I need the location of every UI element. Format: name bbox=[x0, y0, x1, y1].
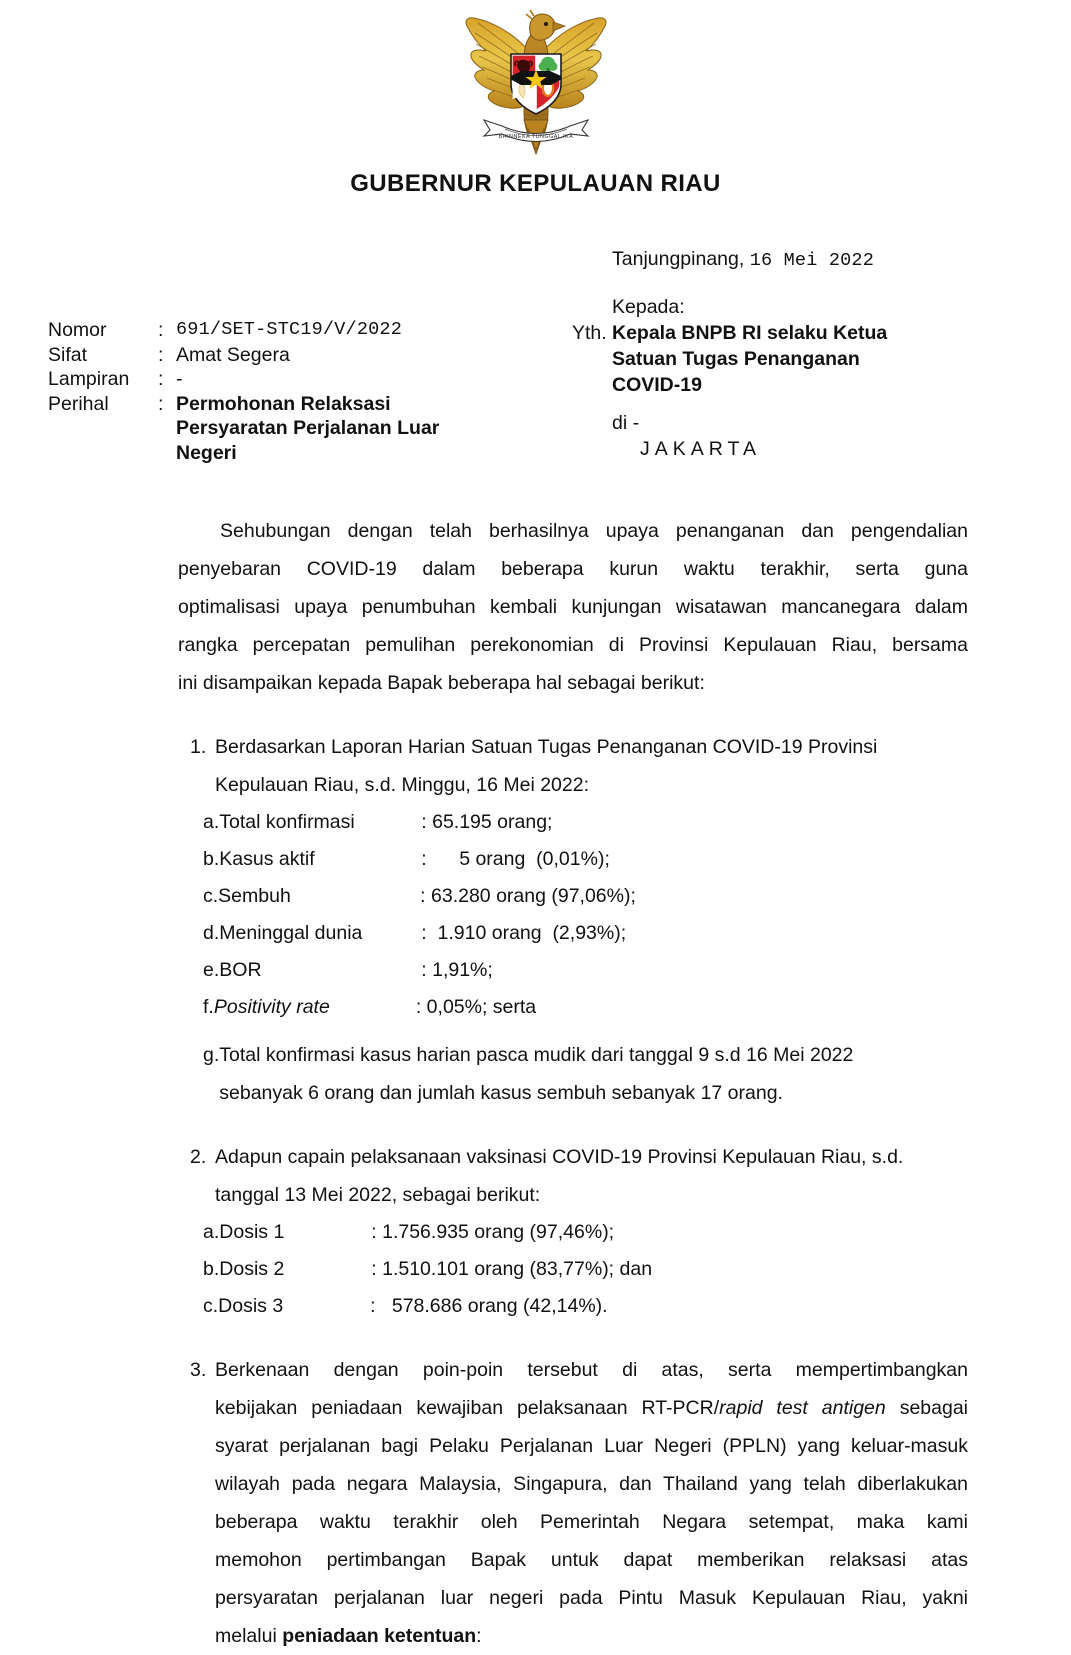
sub-value: : 578.686 orang (42,14%). bbox=[370, 1295, 608, 1317]
perihal-line: Negeri bbox=[176, 441, 237, 464]
item-line: tanggal 13 Mei 2022, sebagai berikut: bbox=[215, 1184, 541, 1206]
opening-line: rangka percepatan pemulihan perekonomian di Provinsi Kepulauan Riau, bersama bbox=[178, 634, 968, 656]
sub-marker: d. bbox=[203, 922, 220, 944]
sub-label: Kasus aktif bbox=[219, 848, 315, 870]
sub-item-meninggal-dunia bbox=[178, 915, 968, 952]
sub-item-sembuh bbox=[178, 878, 968, 915]
opening-line: optimalisasi upaya penumbuhan kembali kunjungan wisatawan mancanegara dalam bbox=[178, 596, 968, 618]
sub-text bbox=[219, 1036, 968, 1112]
sub-item-dosis-1 bbox=[178, 1214, 968, 1251]
sub-item-kasus-aktif bbox=[178, 841, 968, 878]
sub-item-pasca-mudik bbox=[178, 1036, 968, 1112]
sub-value: : 1.910 orang (2,93%); bbox=[421, 922, 627, 944]
reference-colon-lampiran: : bbox=[158, 368, 164, 390]
sub-value: : 0,05%; serta bbox=[415, 996, 537, 1018]
reference-row-sifat bbox=[48, 343, 518, 368]
recipient-line: Kepala BNPB RI selaku Ketua bbox=[612, 322, 888, 344]
reference-label-perihal: Perihal bbox=[48, 392, 109, 415]
sub-marker: a. bbox=[203, 811, 220, 833]
reference-colon-perihal: : bbox=[158, 392, 164, 415]
sub-label: Meninggal dunia bbox=[219, 922, 363, 944]
recipient-name bbox=[612, 320, 968, 398]
sub-value: : 1,91%; bbox=[421, 959, 493, 981]
item-text bbox=[215, 1138, 968, 1214]
item-line: melalui peniadaan ketentuan: bbox=[215, 1625, 482, 1647]
item-line: wilayah pada negara Malaysia, Singapura, dan Thailand yang telah diberlakukan bbox=[215, 1473, 968, 1495]
page-title: GUBERNUR KEPULAUAN RIAU bbox=[350, 170, 721, 197]
reference-label-nomor: Nomor bbox=[48, 319, 107, 341]
numbered-item-2 bbox=[178, 1138, 968, 1214]
reference-row-perihal bbox=[48, 392, 518, 466]
emphasis-italic: rapid test antigen bbox=[719, 1397, 886, 1419]
recipient-city: JAKARTA bbox=[640, 438, 761, 460]
reference-row-nomor bbox=[48, 318, 518, 343]
sub-item-positivity-rate bbox=[178, 989, 968, 1026]
sub-marker: g. bbox=[203, 1044, 220, 1066]
garuda-pancasila-emblem bbox=[458, 8, 614, 158]
reference-value-sifat: Amat Segera bbox=[176, 343, 290, 366]
sublist-vaccination bbox=[178, 1214, 968, 1325]
item-line: Berkenaan dengan poin-poin tersebut di atas, serta mempertimbangkan bbox=[215, 1359, 968, 1381]
reference-colon-sifat: : bbox=[158, 343, 164, 366]
item-line: memohon pertimbangan Bapak untuk dapat memberikan relaksasi atas bbox=[215, 1549, 968, 1571]
numbered-item-1 bbox=[178, 728, 968, 804]
opening-line: Sehubungan dengan telah berhasilnya upaya penanganan dan pengendalian bbox=[220, 520, 968, 542]
item-marker: 2. bbox=[190, 1146, 207, 1168]
reference-value-lampiran: - bbox=[176, 368, 183, 390]
reference-and-addressee-block bbox=[0, 246, 1071, 486]
sub-label: Sembuh bbox=[218, 885, 291, 907]
sub-label: Positivity rate bbox=[213, 996, 330, 1018]
reference-value-perihal bbox=[176, 392, 518, 466]
reference-label-lampiran: Lampiran bbox=[48, 368, 130, 390]
sub-marker: c. bbox=[203, 885, 219, 907]
sub-marker: e. bbox=[203, 959, 220, 981]
item-marker: 1. bbox=[190, 736, 207, 758]
sub-label: BOR bbox=[219, 959, 262, 981]
yth-label: Yth. bbox=[572, 322, 607, 344]
sub-value: : 1.756.935 orang (97,46%); bbox=[371, 1221, 615, 1243]
sub-marker: b. bbox=[203, 1258, 220, 1280]
numbered-item-3 bbox=[178, 1351, 968, 1655]
sub-item-total-konfirmasi bbox=[178, 804, 968, 841]
kepada-label: Kepada: bbox=[612, 296, 685, 318]
reference-row-lampiran bbox=[48, 367, 518, 392]
recipient-line: Satuan Tugas Penanganan bbox=[612, 348, 860, 370]
reference-block bbox=[48, 318, 518, 465]
addressee-block bbox=[572, 246, 992, 462]
reference-label-sifat: Sifat bbox=[48, 343, 88, 366]
place-and-date bbox=[612, 246, 992, 274]
recipient-line: COVID-19 bbox=[612, 374, 702, 396]
item-text bbox=[215, 1351, 968, 1655]
item-line: Berdasarkan Laporan Harian Satuan Tugas Penanganan COVID-19 Provinsi bbox=[215, 736, 878, 758]
item-line: syarat perjalanan bagi Pelaku Perjalanan Luar Negeri (PPLN) yang keluar-masuk bbox=[215, 1435, 968, 1457]
sub-marker: f. bbox=[203, 996, 214, 1018]
sub-marker: a. bbox=[203, 1221, 220, 1243]
sub-label: Dosis 1 bbox=[219, 1221, 285, 1243]
opening-line: penyebaran COVID-19 dalam beberapa kurun waktu terakhir, serta guna bbox=[178, 558, 968, 580]
item-line: beberapa waktu terakhir oleh Pemerintah Negara setempat, maka kami bbox=[215, 1511, 968, 1533]
opening-paragraph bbox=[178, 512, 968, 702]
sub-item-dosis-3 bbox=[178, 1288, 968, 1325]
di-label: di - bbox=[612, 412, 640, 434]
svg-text:BHINNEKA TUNGGAL IKA: BHINNEKA TUNGGAL IKA bbox=[498, 134, 573, 140]
letter-date: 16 Mei 2022 bbox=[749, 250, 875, 271]
sub-line: sebanyak 6 orang dan jumlah kasus sembuh sebanyak 17 orang. bbox=[219, 1082, 783, 1104]
perihal-line: Persyaratan Perjalanan Luar bbox=[176, 417, 440, 439]
sub-item-dosis-2 bbox=[178, 1251, 968, 1288]
recipient-row bbox=[572, 320, 992, 398]
sub-label: Dosis 3 bbox=[218, 1295, 284, 1317]
sub-item-bor bbox=[178, 952, 968, 989]
letter-body bbox=[178, 512, 968, 1655]
sub-marker: b. bbox=[203, 848, 220, 870]
place-label: Tanjungpinang, bbox=[612, 248, 745, 270]
emphasis-bold: peniadaan ketentuan bbox=[282, 1625, 477, 1647]
sub-value: : 5 orang (0,01%); bbox=[421, 848, 610, 870]
item-line: kebijakan peniadaan kewajiban pelaksanaan RT-PCR/rapid test antigen sebagai bbox=[215, 1397, 968, 1419]
sub-value: : 1.510.101 orang (83,77%); dan bbox=[371, 1258, 653, 1280]
sub-marker: c. bbox=[203, 1295, 219, 1317]
item-line: persyaratan perjalanan luar negeri pada Pintu Masuk Kepulauan Riau, yakni bbox=[215, 1587, 968, 1609]
sublist-covid-stats bbox=[178, 804, 968, 1112]
sub-line: Total konfirmasi kasus harian pasca mudik dari tanggal 9 s.d 16 Mei 2022 bbox=[219, 1044, 854, 1066]
letterhead bbox=[0, 0, 1071, 210]
item-text bbox=[215, 728, 968, 804]
item-marker: 3. bbox=[190, 1359, 207, 1381]
sub-label: Total konfirmasi bbox=[219, 811, 355, 833]
reference-value-nomor: 691/SET-STC19/V/2022 bbox=[176, 319, 403, 340]
reference-colon-nomor: : bbox=[158, 319, 164, 341]
item-line: Adapun capain pelaksanaan vaksinasi COVID-19 Provinsi Kepulauan Riau, s.d. bbox=[215, 1146, 904, 1168]
sub-value: : 63.280 orang (97,06%); bbox=[420, 885, 636, 907]
opening-line: ini disampaikan kepada Bapak beberapa hal sebagai berikut: bbox=[178, 672, 705, 694]
sub-label: Dosis 2 bbox=[219, 1258, 285, 1280]
item-line: Kepulauan Riau, s.d. Minggu, 16 Mei 2022: bbox=[215, 774, 589, 796]
sub-value: : 65.195 orang; bbox=[421, 811, 553, 833]
perihal-line: Permohonan Relaksasi bbox=[176, 392, 391, 415]
